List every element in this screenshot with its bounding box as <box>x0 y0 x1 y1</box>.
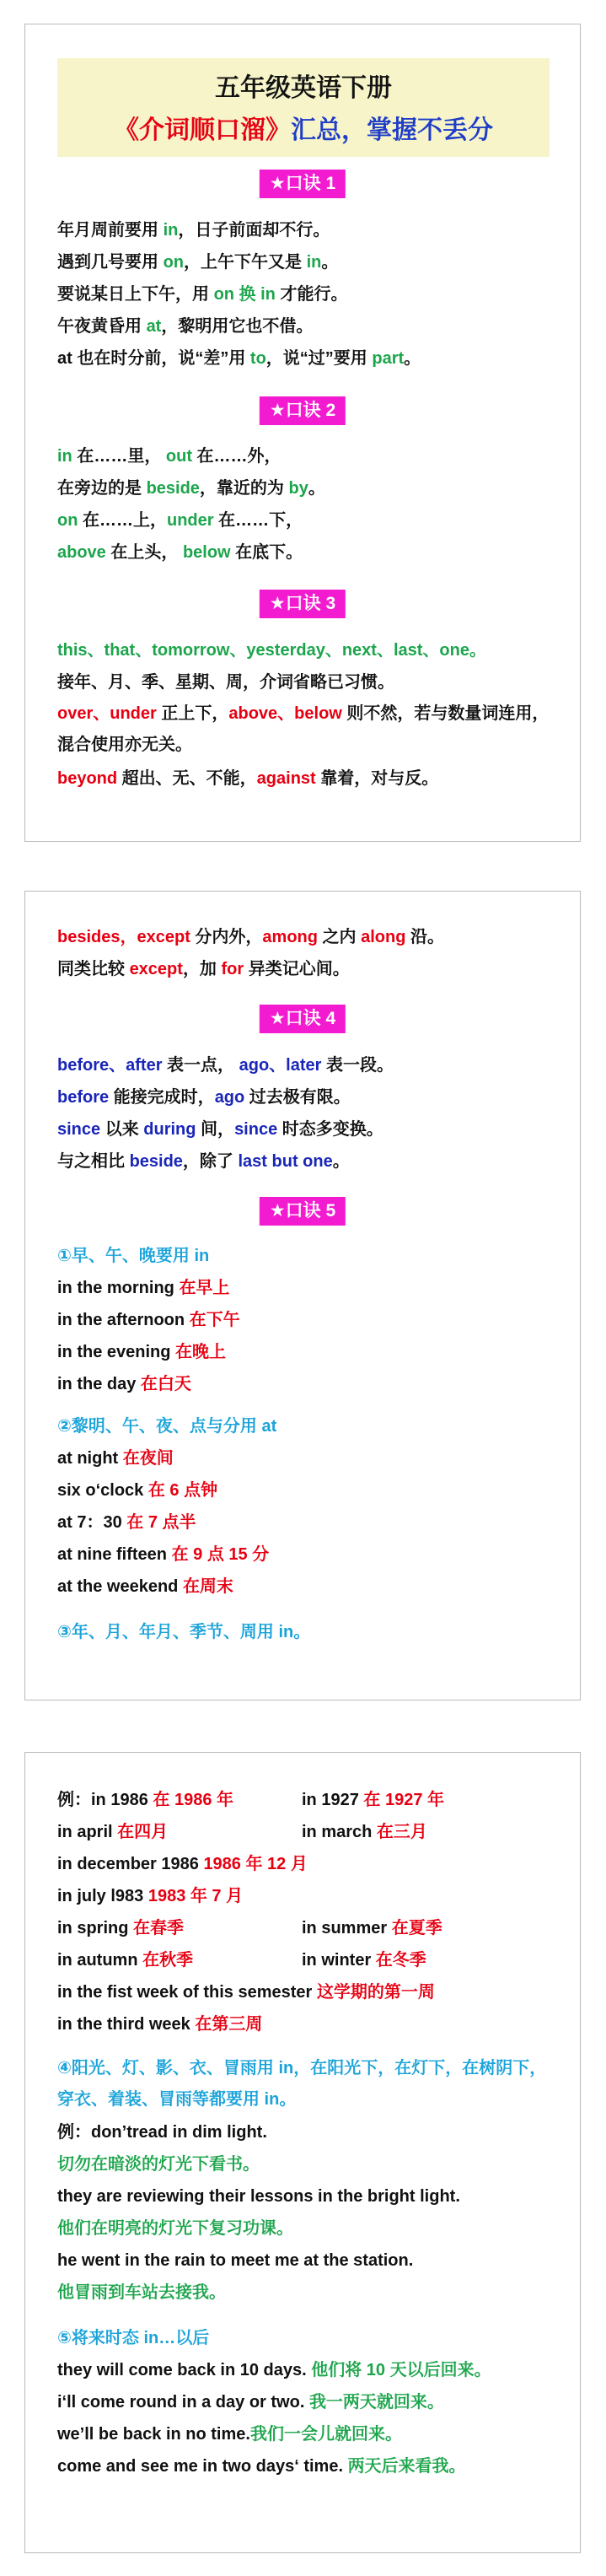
s5-row <box>57 1340 563 1364</box>
text-segment: by <box>288 479 308 498</box>
ex-row <box>57 1852 563 1876</box>
text-segment: 他冒雨到车站去接我。 <box>57 2283 226 2302</box>
text-segment: except <box>129 960 183 978</box>
text-segment: in july l983 <box>57 1887 148 1905</box>
text-segment: he went in the rain to meet me at the station. <box>57 2251 414 2270</box>
text-segment: in the morning <box>57 1279 180 1297</box>
text-segment: last but one <box>238 1152 333 1171</box>
text-segment: for <box>221 960 244 978</box>
text-segment: in the evening <box>57 1343 176 1361</box>
badge-2: ★口诀 2 <box>260 396 346 425</box>
s2-line-2 <box>57 477 563 500</box>
text-segment: in april <box>57 1823 118 1841</box>
text-segment: 年月周前要用 <box>57 221 164 240</box>
s1-line-1 <box>57 218 563 242</box>
s1-line-2 <box>57 251 563 274</box>
badge-3: ★口诀 3 <box>260 590 346 618</box>
text-segment: 在 6 点钟 <box>147 1481 218 1500</box>
text-segment: ，上午下午又是 <box>184 253 307 272</box>
text-segment: 在上头， <box>105 543 183 562</box>
text-segment: on <box>163 253 184 272</box>
text-segment: since <box>57 1120 101 1139</box>
ex2-line <box>57 2153 563 2176</box>
badge-5: ★口诀 5 <box>260 1197 346 1226</box>
text-segment: 遇到几号要用 <box>57 253 164 272</box>
text-segment: 才能行。 <box>275 285 348 304</box>
text-segment: at <box>146 317 162 336</box>
text-segment: 在……里， <box>72 447 166 466</box>
text-segment: 在底下。 <box>230 543 303 562</box>
s5-row <box>57 1447 563 1470</box>
text-segment: in winter <box>302 1951 376 1970</box>
s1-line-4 <box>57 315 563 338</box>
s5-heading-3 <box>57 1620 563 1644</box>
text-segment: 。 <box>321 253 339 272</box>
text-segment: in the third week <box>57 2015 196 2034</box>
text-segment: 在 1986 年 <box>153 1791 233 1809</box>
text-segment: six o‘clock <box>57 1481 148 1500</box>
text-segment: part <box>372 349 405 368</box>
text-segment: 接年、月、季、星期、周，介词省略已习惯。 <box>57 673 394 692</box>
text-segment: 我们一会儿就回来。 <box>249 2425 402 2444</box>
text-segment: ③年、月、年月、季节、周用 in。 <box>57 1623 311 1641</box>
ex-cell <box>57 1788 233 1812</box>
text-segment: 午夜黄昏用 <box>57 317 147 336</box>
text-segment: 过去极有限。 <box>244 1088 351 1107</box>
ex-cell <box>57 1948 193 1972</box>
text-segment: 在下午 <box>189 1311 240 1329</box>
text-segment: beside <box>129 1152 183 1171</box>
text-segment: ，黎明用它也不借。 <box>161 317 314 336</box>
text-segment: during <box>143 1120 196 1139</box>
ex-cell <box>57 1820 168 1844</box>
text-segment: 在三月 <box>376 1823 427 1841</box>
badge-4: ★口诀 4 <box>260 1005 346 1033</box>
text-segment: 在四月 <box>117 1823 169 1841</box>
text-segment: in the afternoon <box>57 1311 190 1329</box>
text-segment: 这学期的第一周 <box>316 1983 435 2002</box>
card-3 <box>24 1752 581 2553</box>
text-segment: 在夏季 <box>391 1919 442 1937</box>
text-segment: over、under <box>57 704 157 723</box>
text-segment: in <box>57 447 72 466</box>
text-segment: in autumn <box>57 1951 143 1970</box>
text-segment: at 7：30 <box>57 1513 127 1532</box>
card-1 <box>24 24 581 842</box>
text-segment: out <box>165 447 192 466</box>
c2-line-1 <box>57 925 563 949</box>
page-title: 五年级英语下册 <box>215 74 392 102</box>
text-segment: above <box>57 543 106 562</box>
text-segment: 之内 <box>317 928 362 946</box>
text-segment: in december 1986 <box>57 1855 204 1873</box>
text-segment: before <box>57 1088 110 1107</box>
ex-row <box>57 1884 563 1908</box>
s2-line-3 <box>57 509 563 532</box>
s1-line-3 <box>57 283 563 306</box>
text-segment: 在秋季 <box>142 1951 194 1970</box>
ex-cell <box>302 1948 426 1972</box>
s3-line-4 <box>57 767 563 790</box>
ex2-line <box>57 2121 563 2144</box>
text-segment: ①早、午、晚要用 in <box>57 1247 210 1265</box>
text-segment: in spring <box>57 1919 133 1937</box>
text-segment: 。 <box>308 479 325 498</box>
ex-cell <box>302 1788 444 1812</box>
ex3-line <box>57 2390 563 2414</box>
text-segment: 异类记心间。 <box>244 960 350 978</box>
text-segment: ④阳光、灯、影、衣、冒雨用 in，在阳光下，在灯下，在树阴下，穿衣、着装、冒雨等都要用 in。 <box>57 2059 547 2109</box>
text-segment: 在 9 点 15 分 <box>171 1545 270 1564</box>
text-segment: ⑤将来时态 in…以后 <box>57 2329 210 2347</box>
text-segment: this、that、tomorrow、yesterday、next、last、one。 <box>57 641 486 660</box>
s4-line-2 <box>57 1086 563 1109</box>
text-segment: 他们在明亮的灯光下复习功课。 <box>57 2219 293 2238</box>
text-segment: we’ll be back in no time. <box>57 2425 250 2444</box>
text-segment: ，除了 <box>182 1152 239 1171</box>
text-segment: above、below <box>228 704 342 723</box>
page-subtitle <box>57 109 550 146</box>
s2-line-1 <box>57 445 563 468</box>
text-segment: along <box>361 928 406 946</box>
text-segment: 表一段。 <box>321 1056 394 1075</box>
text-segment: i‘ll come round in a day or two. <box>57 2393 309 2412</box>
s5-heading-1 <box>57 1244 563 1268</box>
text-segment: among <box>262 928 318 946</box>
title-box <box>57 58 550 157</box>
s5-row <box>57 1511 563 1534</box>
text-segment: 在白天 <box>140 1375 191 1393</box>
ex-cell <box>57 1916 184 1940</box>
text-segment: 。 <box>332 1152 350 1171</box>
text-segment: 靠着，对与反。 <box>315 769 439 788</box>
text-segment: 要说某日上下午，用 <box>57 285 214 304</box>
text-segment: ，加 <box>182 960 222 978</box>
text-segment: 与之相比 <box>57 1152 130 1171</box>
text-segment: 在第三周 <box>195 2015 263 2034</box>
text-segment: at 也在时分前，说“差”用 <box>57 349 250 368</box>
text-segment: 。 <box>404 349 421 368</box>
text-segment: 正上下， <box>156 704 229 723</box>
text-segment: ，日子前面却不行。 <box>178 221 330 240</box>
s5-row <box>57 1308 563 1332</box>
text-segment: against <box>256 769 316 788</box>
s5-heading-5 <box>57 2326 563 2350</box>
text-segment: 1983 年 7 月 <box>147 1887 244 1905</box>
text-segment: 在……外， <box>192 447 282 466</box>
text-segment: 以来 <box>100 1120 144 1139</box>
ex3-line <box>57 2358 563 2382</box>
text-segment: on <box>57 511 78 530</box>
text-segment: ago <box>214 1088 245 1107</box>
s4-line-1 <box>57 1054 563 1077</box>
text-segment: 能接完成时， <box>109 1088 215 1107</box>
text-segment: 两天后来看我。 <box>347 2457 466 2476</box>
text-segment: 他们将 10 天以后回来。 <box>311 2361 491 2379</box>
text-segment: in 1927 <box>302 1791 364 1809</box>
card-2 <box>24 891 581 1700</box>
text-segment: 在冬季 <box>375 1951 426 1970</box>
text-segment: come and see me in two days‘ time. <box>57 2457 348 2476</box>
ex-cell <box>302 1916 442 1940</box>
text-segment: 在晚上 <box>175 1343 227 1361</box>
text-segment: 在旁边的是 <box>57 479 147 498</box>
text-segment: 例：don’tread in dim light. <box>57 2123 267 2142</box>
s5-row <box>57 1372 563 1396</box>
s5-row <box>57 1479 563 1502</box>
text-segment: ②黎明、午、夜、点与分用 at <box>57 1417 277 1436</box>
ex-cell <box>302 1820 427 1844</box>
text-segment: at nine fifteen <box>57 1545 172 1564</box>
s3-line-1 <box>57 639 563 662</box>
text-segment: 我一两天就回来。 <box>308 2393 444 2412</box>
text-segment: in <box>306 253 322 272</box>
text-segment: in <box>163 221 179 240</box>
ex3-line <box>57 2422 563 2446</box>
text-segment: under <box>167 511 214 530</box>
text-segment: in the day <box>57 1375 141 1393</box>
text-segment: beside <box>146 479 200 498</box>
text-segment: 在周末 <box>182 1577 233 1596</box>
s3-line-2 <box>57 671 563 694</box>
ex2-line <box>57 2217 563 2240</box>
ex2-line <box>57 2249 563 2272</box>
s1-line-5 <box>57 347 563 370</box>
ex-row <box>57 2013 563 2036</box>
s5-heading-2 <box>57 1415 563 1438</box>
text-segment: they are reviewing their lessons in the bright light. <box>57 2187 460 2206</box>
text-segment: in the fist week of this semester <box>57 1983 317 2002</box>
text-segment: in summer <box>302 1919 392 1937</box>
text-segment: 在早上 <box>179 1279 230 1297</box>
text-segment: before、after <box>57 1056 163 1075</box>
s5-row <box>57 1276 563 1300</box>
text-segment: 在……上， <box>78 511 167 530</box>
text-segment: in march <box>302 1823 377 1841</box>
text-segment: 同类比较 <box>57 960 130 978</box>
s4-line-4 <box>57 1150 563 1173</box>
ex3-line <box>57 2455 563 2478</box>
text-segment: 1986 年 12 月 <box>203 1855 308 1873</box>
text-segment: at the weekend <box>57 1577 183 1596</box>
s5-row <box>57 1543 563 1566</box>
s5-row <box>57 1575 563 1598</box>
text-segment: below <box>182 543 231 562</box>
text-segment: 在 7 点半 <box>126 1513 196 1532</box>
ex-row <box>57 1981 563 2004</box>
text-segment: 在 1927 年 <box>363 1791 444 1809</box>
text-segment: ago、later <box>239 1056 322 1075</box>
text-segment: to <box>249 349 266 368</box>
badge-1: ★口诀 1 <box>260 170 346 198</box>
s5-heading-4 <box>57 2053 563 2115</box>
text-segment: beyond <box>57 769 118 788</box>
text-segment: 例：in 1986 <box>57 1791 153 1809</box>
s2-line-4 <box>57 541 563 564</box>
s4-line-3 <box>57 1118 563 1141</box>
text-segment: 在春季 <box>133 1919 184 1937</box>
text-segment: ，靠近的为 <box>199 479 289 498</box>
text-segment: 在夜间 <box>122 1449 174 1468</box>
text-segment: 时态多变换。 <box>277 1120 383 1139</box>
c2-line-2 <box>57 957 563 981</box>
text-segment: since <box>234 1120 278 1139</box>
text-segment: 表一点， <box>162 1056 239 1075</box>
text-segment: besides，except <box>57 928 190 946</box>
text-segment: 在……下， <box>213 511 303 530</box>
text-segment: they will come back in 10 days. <box>57 2361 312 2379</box>
subtitle-blue: 汇总，掌握不丢分 <box>291 116 493 144</box>
ex2-line <box>57 2281 563 2304</box>
text-segment: on 换 in <box>213 285 276 304</box>
text-segment: 分内外， <box>190 928 263 946</box>
text-segment: 切勿在暗淡的灯光下看书。 <box>57 2155 260 2174</box>
ex2-line <box>57 2185 563 2208</box>
text-segment: 超出、无、不能， <box>117 769 257 788</box>
text-segment: 沿。 <box>405 928 445 946</box>
text-segment: ，说“过”要用 <box>265 349 373 368</box>
s3-line-3 <box>57 698 563 761</box>
text-segment: at night <box>57 1449 123 1468</box>
text-segment: 则不然，若与数量词连用，混合使用亦无关。 <box>57 704 550 754</box>
text-segment: 间， <box>196 1120 235 1139</box>
subtitle-red: 《介词顺口溜》 <box>114 116 291 144</box>
